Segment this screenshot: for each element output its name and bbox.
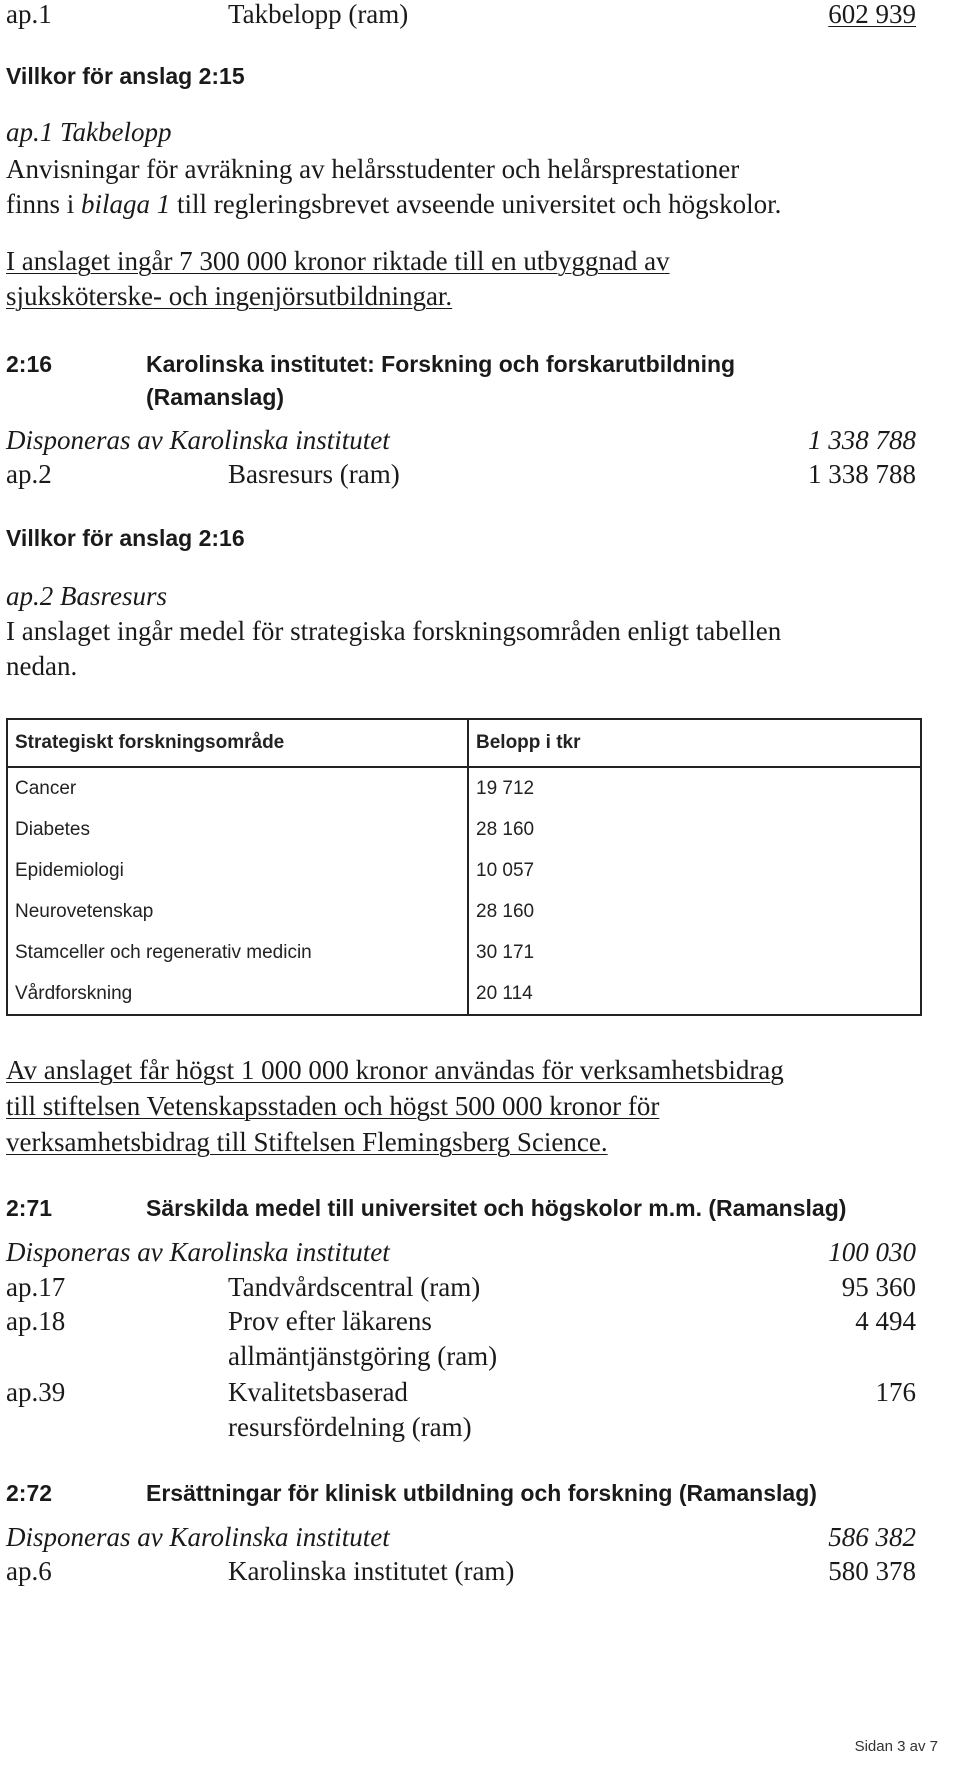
anslag-272-ap-description: Karolinska institutet (ram) xyxy=(228,1556,515,1586)
anslag-271-ap39-number: ap.39 xyxy=(6,1377,66,1407)
after-table-line1: Av anslaget får högst 1 000 000 kronor användas för verksamhetsbidrag xyxy=(6,1055,784,1085)
villkor-215-p1-line1: Anvisningar för avräkning av helårsstudenter och helårsprestationer xyxy=(6,154,740,184)
table-cell-area: Neurovetenskap xyxy=(7,891,468,932)
anslag-271-ap18-description-line2: allmäntjänstgöring (ram) xyxy=(228,1341,498,1371)
anslag-216-title-line1: Karolinska institutet: Forskning och forskarutbildning xyxy=(146,351,736,377)
table-cell-amount: 20 114 xyxy=(468,973,921,1015)
table-row xyxy=(7,767,921,809)
anslag-271-ap39-description-line1: Kvalitetsbaserad xyxy=(228,1377,408,1407)
table-cell-amount: 10 057 xyxy=(468,850,921,891)
anslag-271-number: 2:71 xyxy=(6,1195,53,1221)
anslag-216-disponeras-amount: 1 338 788 xyxy=(808,425,916,455)
table-header-area: Strategiskt forskningsområde xyxy=(7,719,468,767)
villkor-216-p1-line2: nedan. xyxy=(6,651,78,681)
villkor-215-subheading: ap.1 Takbelopp xyxy=(6,117,172,147)
villkor-216-p1-line1: I anslaget ingår medel för strategiska forskningsområden enligt tabellen xyxy=(6,616,782,646)
table-row xyxy=(7,973,921,1015)
top-ap-number: ap.1 xyxy=(6,0,52,29)
table-row xyxy=(7,850,921,891)
table-cell-area: Stamceller och regenerativ medicin xyxy=(7,932,468,973)
anslag-271-ap39-description-line2: resursfördelning (ram) xyxy=(228,1412,472,1442)
anslag-272-disponeras-amount: 586 382 xyxy=(828,1522,916,1552)
anslag-216-ap-number: ap.2 xyxy=(6,459,52,489)
anslag-271-ap39-amount: 176 xyxy=(875,1377,916,1407)
anslag-272-disponeras-label: Disponeras av Karolinska institutet xyxy=(6,1522,390,1552)
anslag-271-title: Särskilda medel till universitet och högskolor m.m. (Ramanslag) xyxy=(146,1195,847,1221)
anslag-271-ap17-amount: 95 360 xyxy=(841,1272,916,1302)
research-areas-table xyxy=(6,718,922,1016)
villkor-215-heading: Villkor för anslag 2:15 xyxy=(6,63,245,89)
anslag-216-disponeras-label: Disponeras av Karolinska institutet xyxy=(6,425,390,455)
villkor-215-p2-line2: sjuksköterske- och ingenjörsutbildningar. xyxy=(6,281,453,311)
anslag-216-ap-description: Basresurs (ram) xyxy=(228,459,400,489)
anslag-272-number: 2:72 xyxy=(6,1480,53,1506)
anslag-216-ap-amount: 1 338 788 xyxy=(808,459,916,489)
anslag-271-ap17-number: ap.17 xyxy=(6,1272,66,1302)
table-cell-area: Vårdforskning xyxy=(7,973,468,1015)
table-row xyxy=(7,809,921,850)
table-cell-amount: 30 171 xyxy=(468,932,921,973)
table-cell-area: Epidemiologi xyxy=(7,850,468,891)
top-ap-description: Takbelopp (ram) xyxy=(228,0,409,29)
anslag-272-ap-amount: 580 378 xyxy=(828,1556,916,1586)
table-cell-amount: 28 160 xyxy=(468,809,921,850)
after-table-line2: till stiftelsen Vetenskapsstaden och högst 500 000 kronor för xyxy=(6,1091,660,1121)
anslag-272-title: Ersättningar för klinisk utbildning och forskning (Ramanslag) xyxy=(146,1480,817,1506)
table-cell-amount: 19 712 xyxy=(468,767,921,809)
anslag-271-ap18-number: ap.18 xyxy=(6,1306,66,1336)
anslag-216-number: 2:16 xyxy=(6,351,53,377)
top-ap-amount: 602 939 xyxy=(828,0,916,29)
page-number: Sidan 3 av 7 xyxy=(854,1738,938,1755)
table-cell-amount: 28 160 xyxy=(468,891,921,932)
villkor-216-heading: Villkor för anslag 2:16 xyxy=(6,525,245,551)
anslag-216-title-line2: (Ramanslag) xyxy=(146,384,285,410)
table-cell-area: Diabetes xyxy=(7,809,468,850)
table-cell-area: Cancer xyxy=(7,767,468,809)
villkor-216-subheading: ap.2 Basresurs xyxy=(6,581,168,611)
anslag-271-ap18-description-line1: Prov efter läkarens xyxy=(228,1306,432,1336)
anslag-271-disponeras-label: Disponeras av Karolinska institutet xyxy=(6,1237,390,1267)
anslag-272-ap-number: ap.6 xyxy=(6,1556,52,1586)
table-header-row xyxy=(7,719,921,767)
after-table-line3: verksamhetsbidrag till Stiftelsen Flemingsberg Science. xyxy=(6,1127,608,1157)
table-row xyxy=(7,932,921,973)
villkor-215-p1-line2: finns i bilaga 1 till regleringsbrevet avseende universitet och högskolor. xyxy=(6,189,782,219)
anslag-271-disponeras-amount: 100 030 xyxy=(828,1237,916,1267)
table-header-amount: Belopp i tkr xyxy=(468,719,921,767)
villkor-215-p2-line1: I anslaget ingår 7 300 000 kronor riktade till en utbyggnad av xyxy=(6,246,670,276)
anslag-271-ap17-description: Tandvårdscentral (ram) xyxy=(228,1272,481,1302)
table-row xyxy=(7,891,921,932)
anslag-271-ap18-amount: 4 494 xyxy=(855,1306,916,1336)
